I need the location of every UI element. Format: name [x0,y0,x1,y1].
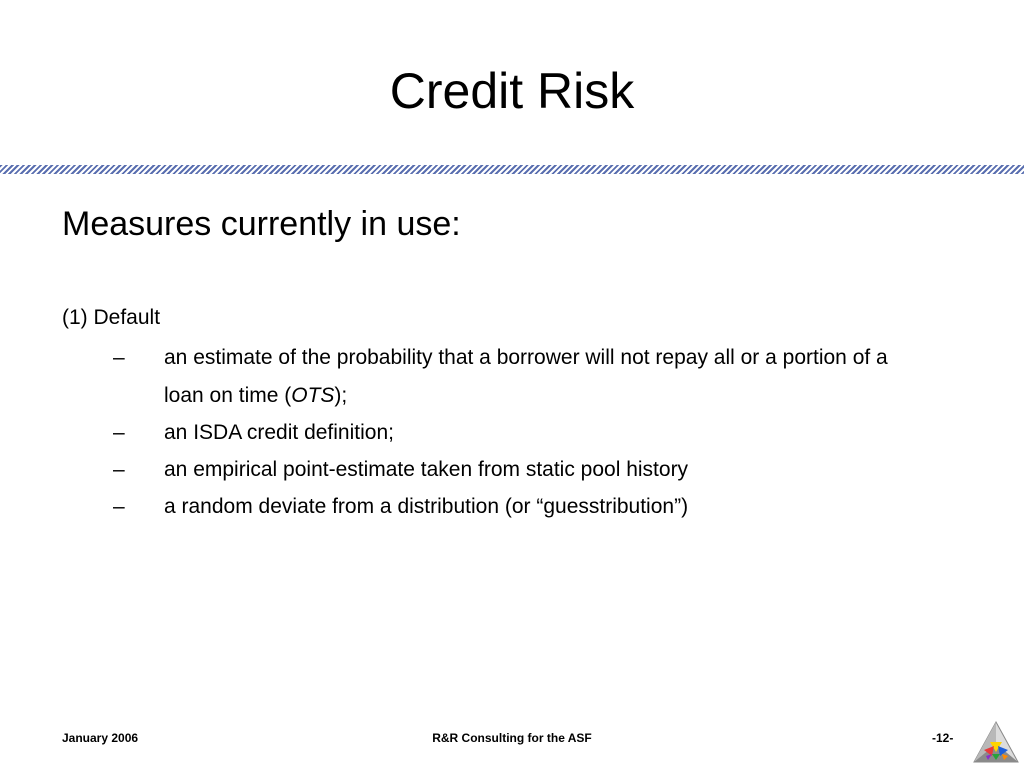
bullet-list [0,339,1024,526]
bullet-dash: – [113,346,125,369]
title-divider [0,165,1024,174]
pyramid-logo-icon [972,720,1020,764]
footer-date: January 2006 [62,731,139,745]
bullet-item [0,488,1024,526]
footer-company: R&R Consulting for the ASF [432,731,592,745]
bullet-item [0,451,1024,489]
footer-page-number: -12- [932,731,954,745]
bullet-text: an ISDA credit definition; [164,421,394,444]
subheading: Measures currently in use: [62,205,461,243]
bullet-italic-source: OTS [291,384,335,407]
bullet-item [0,339,1024,415]
bullet-text: a random deviate from a distribution (or “guesstribution”) [164,495,689,518]
bullet-dash: – [113,495,125,518]
slide-title: Credit Risk [389,63,635,119]
bullet-dash: – [113,458,125,481]
section-label: (1) Default [62,306,161,329]
bullet-text: an empirical point-estimate taken from static pool history [164,458,689,481]
bullet-dash: – [113,421,125,444]
bullet-item [0,414,1024,452]
bullet-text-end: ); [334,384,348,407]
bullet-text: an estimate of the probability that a borrower will not repay all or a portion of a loan on time ( [164,346,888,407]
